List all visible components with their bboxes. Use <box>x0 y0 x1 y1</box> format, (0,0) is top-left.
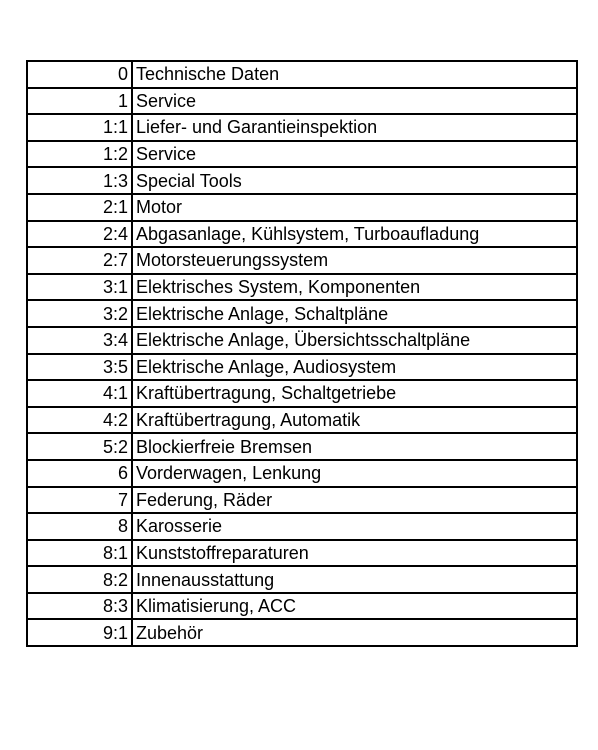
section-number: 3:4 <box>27 327 132 354</box>
section-title: Innenausstattung <box>132 566 577 593</box>
section-number: 1:3 <box>27 167 132 194</box>
contents-table <box>26 60 578 647</box>
section-title: Blockierfreie Bremsen <box>132 433 577 460</box>
section-title: Kraftübertragung, Schaltgetriebe <box>132 380 577 407</box>
section-title: Karosserie <box>132 513 577 540</box>
section-number: 1:1 <box>27 114 132 141</box>
section-number: 0 <box>27 61 132 88</box>
section-title: Liefer- und Garantieinspektion <box>132 114 577 141</box>
section-title: Elektrische Anlage, Audiosystem <box>132 354 577 381</box>
section-title: Service <box>132 88 577 115</box>
section-number: 8 <box>27 513 132 540</box>
table-row <box>27 513 577 540</box>
table-row <box>27 274 577 301</box>
section-title: Elektrische Anlage, Übersichtsschaltpläne <box>132 327 577 354</box>
section-title: Klimatisierung, ACC <box>132 593 577 620</box>
table-row <box>27 141 577 168</box>
table-row <box>27 354 577 381</box>
table-row <box>27 167 577 194</box>
section-number: 2:4 <box>27 221 132 248</box>
table-row <box>27 433 577 460</box>
section-title: Abgasanlage, Kühlsystem, Turboaufladung <box>132 221 577 248</box>
section-title: Elektrisches System, Komponenten <box>132 274 577 301</box>
section-number: 7 <box>27 487 132 514</box>
section-number: 1:2 <box>27 141 132 168</box>
section-number: 4:2 <box>27 407 132 434</box>
section-number: 8:1 <box>27 540 132 567</box>
table-row <box>27 487 577 514</box>
contents-table-body <box>27 61 577 646</box>
section-number: 1 <box>27 88 132 115</box>
section-title: Kraftübertragung, Automatik <box>132 407 577 434</box>
section-number: 3:2 <box>27 300 132 327</box>
section-number: 8:3 <box>27 593 132 620</box>
table-row <box>27 540 577 567</box>
section-number: 4:1 <box>27 380 132 407</box>
section-number: 2:1 <box>27 194 132 221</box>
section-title: Kunststoffreparaturen <box>132 540 577 567</box>
section-title: Service <box>132 141 577 168</box>
section-number: 6 <box>27 460 132 487</box>
section-title: Motor <box>132 194 577 221</box>
section-title: Technische Daten <box>132 61 577 88</box>
table-row <box>27 300 577 327</box>
table-row <box>27 61 577 88</box>
table-row <box>27 460 577 487</box>
table-row <box>27 194 577 221</box>
table-row <box>27 593 577 620</box>
table-row <box>27 619 577 646</box>
section-title: Federung, Räder <box>132 487 577 514</box>
section-number: 5:2 <box>27 433 132 460</box>
section-number: 2:7 <box>27 247 132 274</box>
table-row <box>27 407 577 434</box>
section-number: 9:1 <box>27 619 132 646</box>
table-row <box>27 247 577 274</box>
section-number: 3:5 <box>27 354 132 381</box>
table-row <box>27 566 577 593</box>
section-title: Zubehör <box>132 619 577 646</box>
section-number: 3:1 <box>27 274 132 301</box>
section-title: Vorderwagen, Lenkung <box>132 460 577 487</box>
table-row <box>27 114 577 141</box>
table-row <box>27 327 577 354</box>
section-number: 8:2 <box>27 566 132 593</box>
table-row <box>27 380 577 407</box>
section-title: Motorsteuerungssystem <box>132 247 577 274</box>
section-title: Elektrische Anlage, Schaltpläne <box>132 300 577 327</box>
section-title: Special Tools <box>132 167 577 194</box>
table-row <box>27 221 577 248</box>
table-row <box>27 88 577 115</box>
